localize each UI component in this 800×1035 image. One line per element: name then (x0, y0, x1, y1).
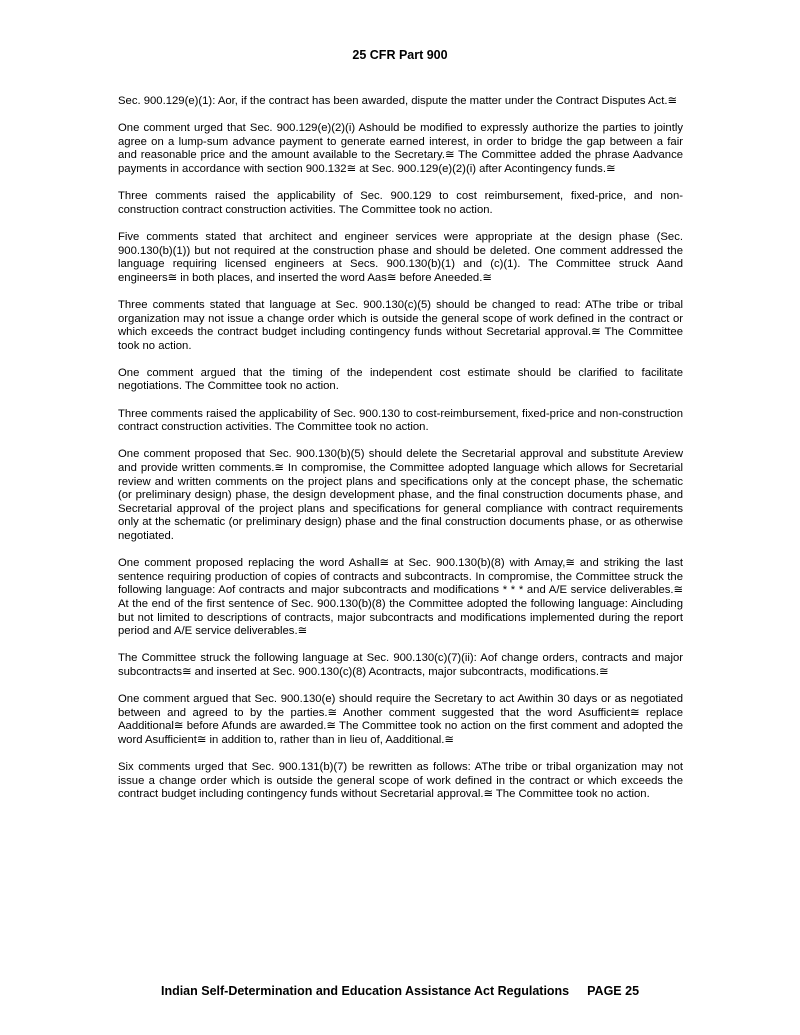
page-body (118, 95, 683, 815)
paragraph: Three comments raised the applicability of Sec. 900.129 to cost reimbursement, fixed-price, and non-construction contract construction activities. The Committee took no action. (118, 190, 683, 216)
paragraph: Sec. 900.129(e)(1): Aor, if the contract has been awarded, dispute the matter under the Contract Disputes Act.≅ (118, 95, 677, 107)
paragraph: Three comments raised the applicability of Sec. 900.130 to cost-reimbursement, fixed-price and non-construction contract construction activities. The Committee took no action. (118, 407, 683, 434)
paragraph: Three comments stated that language at Sec. 900.130(c)(5) should be changed to read: AThe tribe or tribal organization may not issue a change order which is outside the general scope of work defined in the contract or which exceeds the contract budget including contingency funds without Secretarial approval.≅ The Committee took no action. (118, 298, 683, 352)
page-number: PAGE 25 (587, 984, 640, 998)
paragraph: Six comments urged that Sec. 900.131(b)(7) be rewritten as follows: AThe tribe or tribal organization may not issue a change order which is outside the general scope of work defined in the contract or which exceeds the contract budget including contingency funds without Secretarial approval.≅ The Committee took no action. (118, 761, 683, 801)
paragraph: Five comments stated that architect and engineer services were appropriate at the design phase (Sec. 900.130(b)(1)) but not required at the construction phase and should be deleted. One comment addressed the language requiring licensed engineers at Secs. 900.130(b)(1) and (c)(1). The Committee struck Aand engineers≅ in both places, and inserted the word Aas≅ before Aneeded.≅ (118, 230, 683, 284)
footer-title: Indian Self-Determination and Education Assistance Act Regulations (160, 984, 570, 998)
page-footer (0, 984, 800, 998)
paragraph: One comment urged that Sec. 900.129(e)(2)(i) Ashould be modified to expressly authorize the parties to jointly agree on a lump-sum advance payment to generate earned interest, in order to bridge the gap between a fair and reasonable price and the amount available to the Secretary.≅ The Committee added the phrase Aadvance payments in accordance with section 900.132≅ at Sec. 900.129(e)(2)(i) after Acontingency funds.≅ (118, 122, 683, 175)
paragraph: One comment proposed that Sec. 900.130(b)(5) should delete the Secretarial approval and substitute Areview and provide written comments.≅ In compromise, the Committee adopted language which allows for Secretarial review and written comments on the project plans and specifications only at the concept phase, the schematic (or preliminary design) phase, the design development phase, and the final construction documents phase, and Secretarial approval of the project plans and specifications for general compliance with contract requirements only at the schematic (or preliminary design) phase and the final construction documents phase, or as otherwise negotiated. (118, 448, 683, 542)
paragraph: One comment argued that Sec. 900.130(e) should require the Secretary to act Awithin 30 days or as negotiated between and agreed to by the parties.≅ Another comment suggested that the word Asufficient≅ replace Aadditional≅ before Afunds are awarded.≅ The Committee took no action on the first comment and adopted the word Asufficient≅ in addition to, rather than in lieu of, Aadditional.≅ (118, 693, 683, 746)
page-header: 25 CFR Part 900 (352, 48, 448, 62)
paragraph: One comment proposed replacing the word Ashall≅ at Sec. 900.130(b)(8) with Amay,≅ and striking the last sentence requiring production of copies of contracts and subcontracts. In compromise, the Committee struck the following language: Aof contracts and major subcontracts and modifications * * * and A/E service deliverables.≅ At the end of the first sentence of Sec. 900.130(b)(8) the Committee adopted the following language: Aincluding but not limited to descriptions of contracts, major subcontracts and modifications implemented during the report period and A/E service deliverables.≅ (118, 557, 683, 638)
paragraph: One comment argued that the timing of the independent cost estimate should be clarified to facilitate negotiations. The Committee took no action. (118, 366, 683, 393)
paragraph: The Committee struck the following language at Sec. 900.130(c)(7)(ii): Aof change orders, contracts and major subcontracts≅ and inserted at Sec. 900.130(c)(8) Acontracts, major subcontracts, modifications.≅ (118, 652, 683, 678)
